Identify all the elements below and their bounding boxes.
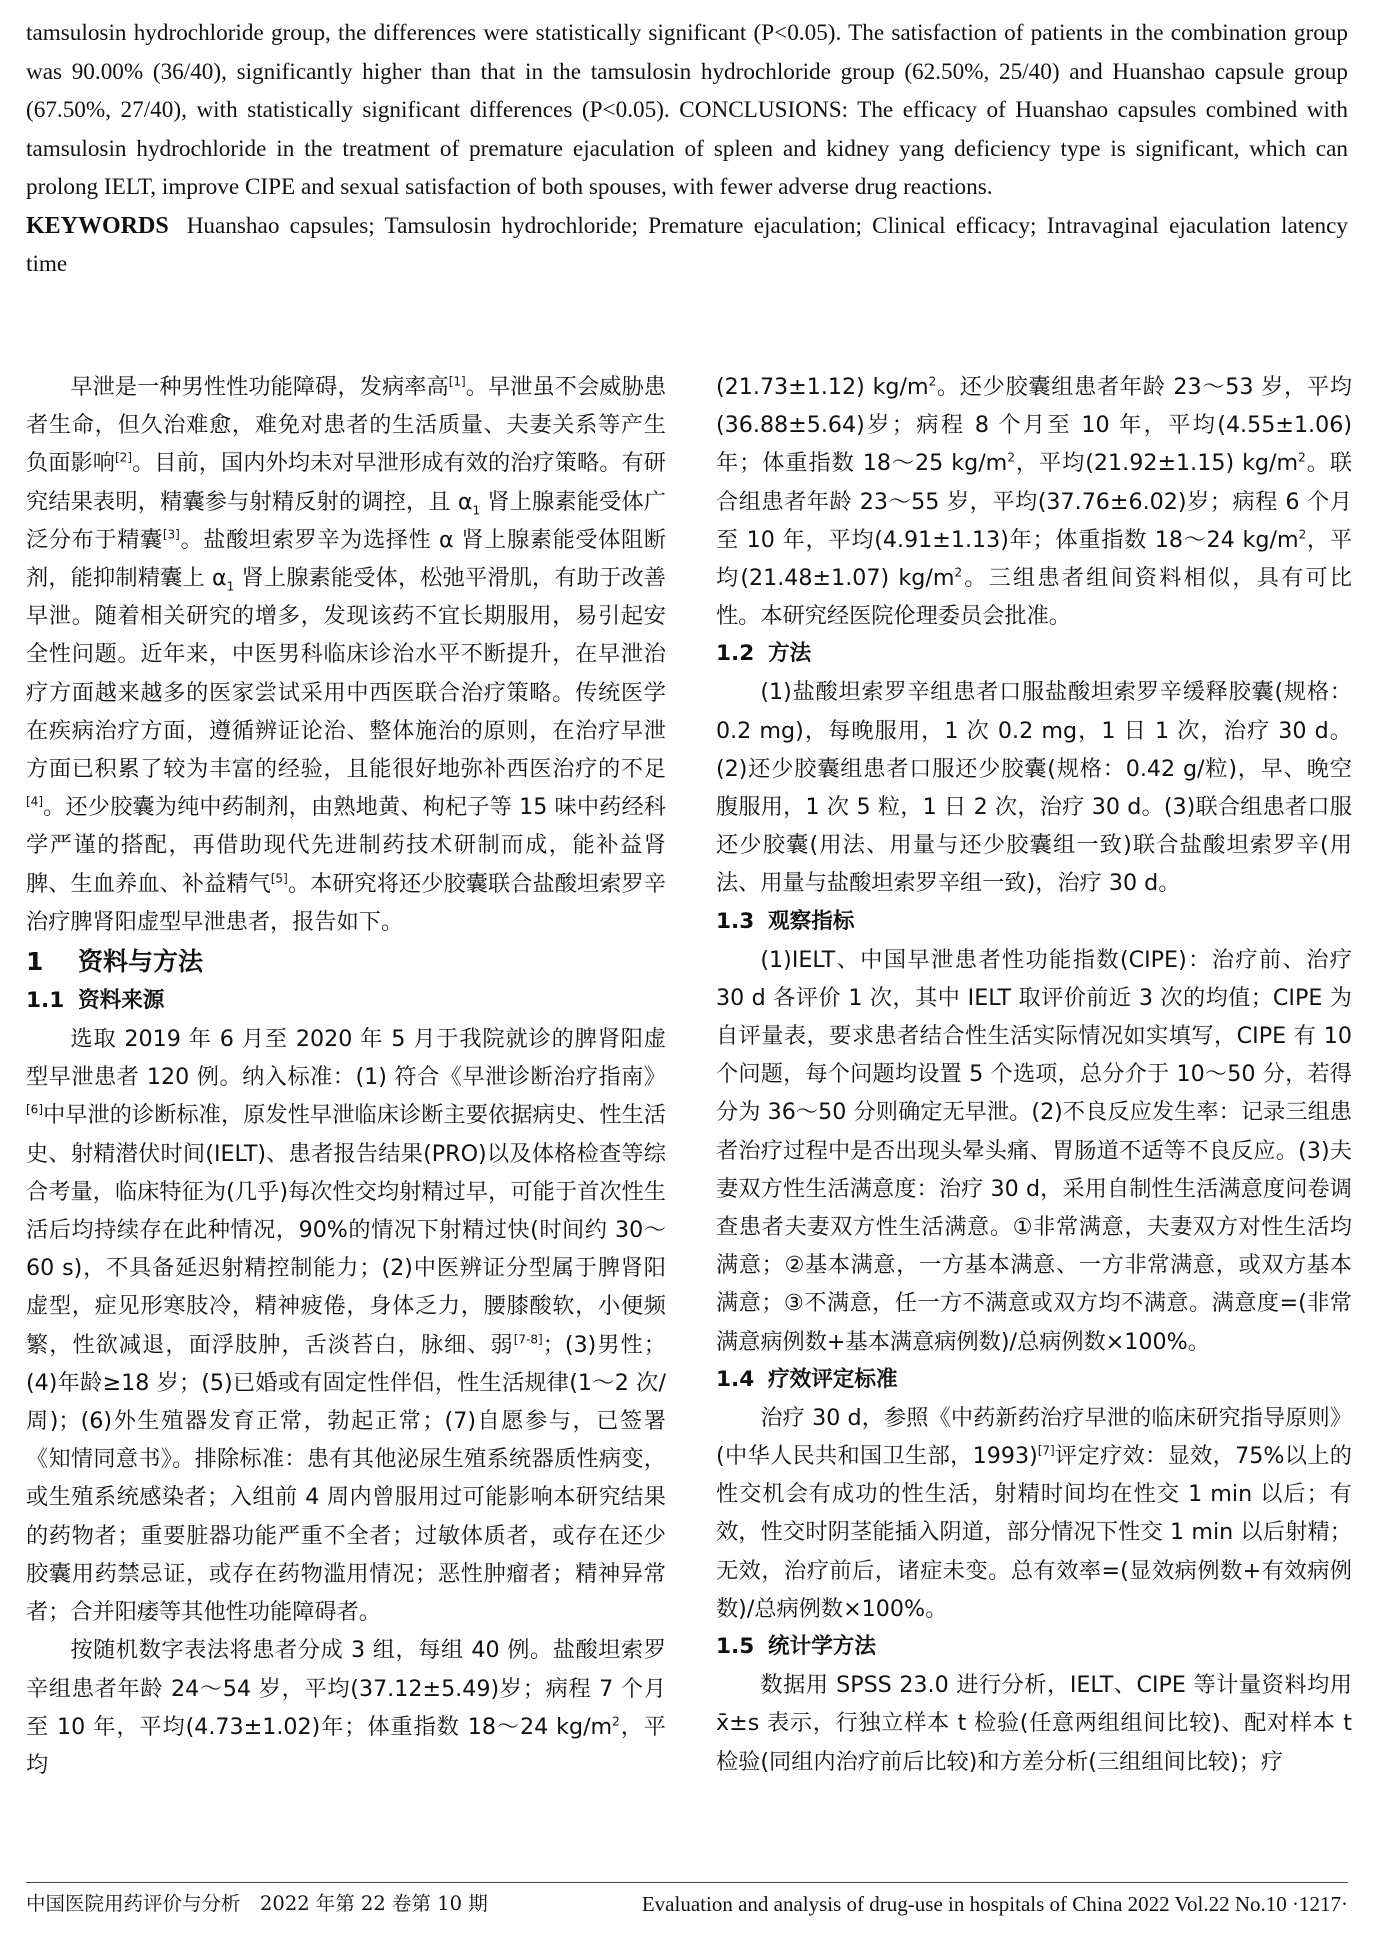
section-heading-1-4: 1.4 疗效评定标准	[716, 1366, 898, 1392]
citation: [3]	[162, 527, 180, 542]
statistics-paragraph: 数据用 SPSS 23.0 进行分析，IELT、CIPE 等计量资料均用 x̄±s 表示，行独立样本 t 检验(任意两组组间比较)、配对样本 t 检验(同组内治疗前后比较)和方差分析(三组组间比较)；疗	[716, 1672, 1352, 1775]
section-heading-1-1: 1.1 资料来源	[26, 988, 165, 1014]
citation: [7]	[1037, 1443, 1055, 1458]
section-heading-1-2: 1.2 方法	[716, 641, 812, 667]
keywords-label: KEYWORDS	[26, 212, 169, 239]
section-heading-1-3: 1.3 观察指标	[716, 908, 855, 934]
footer-journal-chinese: 中国医院用药评价与分析 2022 年第 22 卷第 10 期	[26, 1892, 488, 1915]
right-column	[716, 368, 1352, 1781]
grouping-paragraph-continued: (21.73±1.12) $kg/m^2$。还少胶囊组患者年龄 23～53 岁，平均(36.88±5.64)岁；病程 8 个月至 10 年，平均(4.55±1.06)年；体重指数 18～25 $kg/m^2$，平均(21.92±1.15) $kg/m^2$。联合组患者年龄 23～55 岁，平均(37.76±6.02)岁；病程 6 个月至 10 年，平均(4.91±1.13)年；体重指数 18～24 $kg/m^2$，平均(21.48±1.07) $kg/m^2$。三组患者组间资料相似，具有可比性。本研究经医院伦理委员会批准。	[716, 374, 1353, 630]
citation: [1]	[448, 374, 466, 389]
keywords-text: Huanshao capsules; Tamsulosin hydrochloride; Premature ejaculation; Clinical efficacy; Intravaginal ejaculation latency time	[26, 212, 1348, 277]
citation: [4]	[26, 794, 43, 809]
footer-rule	[26, 1882, 1348, 1883]
left-column	[26, 368, 666, 1784]
methods-paragraph: (1)盐酸坦索罗辛组患者口服盐酸坦索罗辛缓释胶囊(规格：0.2 mg)，每晚服用，1 次 0.2 mg，1 日 1 次，治疗 30 d。(2)还少胶囊组患者口服还少胶囊(规格：0.42 g/粒)，早、晚空腹服用，1 次 5 粒，1 日 2 次，治疗 30 d。(3)联合组患者口服还少胶囊(用法、用量与还少胶囊组一致)联合盐酸坦索罗辛(用法、用量与盐酸坦索罗辛组一致)，治疗 30 d。	[716, 679, 1352, 897]
abstract-text: tamsulosin hydrochloride group, the differences were statistically significant (P<0.05). The satisfaction of patients in the combination group was 90.00% (36/40), significantly higher than that in the tamsulosin hydrochloride group (62.50%, 25/40) and Huanshao capsule group (67.50%, 27/40), with statistically significant differences (P<0.05). CONCLUSIONS: The efficacy of Huanshao capsules combined with tamsulosin hydrochloride in the treatment of premature ejaculation of spleen and kidney yang deficiency type is significant, which can prolong IELT, improve CIPE and sexual satisfaction of both spouses, with fewer adverse drug reactions.	[26, 20, 1348, 200]
section-heading-1: 1 资料与方法	[26, 947, 204, 977]
keywords-line	[26, 207, 1348, 284]
intro-paragraph: 早泄是一种男性性功能障碍，发病率高[1]。早泄虽不会威胁患者生命，但久治难愈，难免对患者的生活质量、夫妻关系等产生负面影响[2]。目前，国内外均未对早泄形成有效的治疗策略。有研究结果表明，精囊参与射精反射的调控，且 $\alpha_1$ 肾上腺素能受体广泛分布于精囊[3]。盐酸坦索罗辛为选择性 α 肾上腺素能受体阻断剂，能抑制精囊上 $\alpha_1$ 肾上腺素能受体，松弛平滑肌，有助于改善早泄。随着相关研究的增多，发现该药不宜长期服用，易引起安全性问题。近年来，中医男科临床诊治水平不断提升，在早泄治疗方面越来越多的医家尝试采用中西医联合治疗策略。传统医学在疾病治疗方面，遵循辨证论治、整体施治的原则，在治疗早泄方面已积累了较为丰富的经验，且能很好地弥补西医治疗的不足[4]。还少胶囊为纯中药制剂，由熟地黄、枸杞子等 15 味中药经科学严谨的搭配，再借助现代先进制药技术研制而成，能补益肾脾、生血养血、补益精气[5]。本研究将还少胶囊联合盐酸坦索罗辛治疗脾肾阳虚型早泄患者，报告如下。	[26, 374, 667, 935]
page-footer	[26, 1888, 1348, 1920]
english-abstract	[26, 14, 1348, 284]
section-heading-1-5: 1.5 统计学方法	[716, 1634, 876, 1660]
inclusion-criteria-paragraph: 选取 2019 年 6 月至 2020 年 5 月于我院就诊的脾肾阳虚型早泄患者 120 例。纳入标准：(1) 符合《早泄诊断治疗指南》[6]中早泄的诊断标准，原发性早泄临床诊断主要依据病史、性生活史、射精潜伏时间(IELT)、患者报告结果(PRO)以及体格检查等综合考量，临床特征为(几乎)每次性交均射精过早，可能于首次性生活后均持续存在此种情况，90%的情况下射精过快(时间约 30～60 s)，不具备延迟射精控制能力；(2)中医辨证分型属于脾肾阳虚型，症见形寒肢冷，精神疲倦，身体乏力，腰膝酸软，小便频繁，性欲减退，面浮肢肿，舌淡苔白，脉细、弱[7-8]；(3)男性；(4)年龄≥18 岁；(5)已婚或有固定性伴侣，性生活规律(1～2 次/周)；(6)外生殖器发育正常，勃起正常；(7)自愿参与，已签署《知情同意书》。排除标准：患有其他泌尿生殖系统器质性病变，或生殖系统感染者；入组前 4 周内曾服用过可能影响本研究结果的药物者；重要脏器功能严重不全者；过敏体质者，或存在还少胶囊用药禁忌证，或存在药物滥用情况；恶性肿瘤者；精神异常者；合并阳痿等其他性功能障碍者。	[26, 1026, 666, 1626]
indicators-paragraph: (1)IELT、中国早泄患者性功能指数(CIPE)：治疗前、治疗 30 d 各评价 1 次，其中 IELT 取评价前近 3 次的均值；CIPE 为自评量表，要求患者结合性生活实际情况如实填写，CIPE 有 10 个问题，每个问题均设置 5 个选项，总分介于 10～50 分，若得分为 36～50 分则确定无早泄。(2)不良反应发生率：记录三组患者治疗过程中是否出现头晕头痛、胃肠道不适等不良反应。(3)夫妻双方性生活满意度：治疗 30 d，采用自制性生活满意度问卷调查患者夫妻双方性生活满意。①非常满意，夫妻双方对性生活均满意；②基本满意，一方基本满意、一方非常满意，或双方基本满意；③不满意，任一方不满意或双方均不满意。满意度=(非常满意病例数+基本满意病例数)/总病例数×100%。	[716, 946, 1352, 1355]
citation: [2]	[115, 451, 132, 466]
citation: [7-8]	[513, 1332, 543, 1347]
grouping-paragraph: 按随机数字表法将患者分成 3 组，每组 40 例。盐酸坦索罗辛组患者年龄 24～54 岁，平均(37.12±5.49)岁；病程 7 个月至 10 年，平均(4.73±1.02)年；体重指数 18～24 $kg/m^2$，平均	[26, 1637, 666, 1778]
efficacy-criteria-paragraph: 治疗 30 d，参照《中药新药治疗早泄的临床研究指导原则》(中华人民共和国卫生部，1993)[7]评定疗效：显效，75%以上的性交机会有成功的性生活，射精时间均在性交 1 min 以后；有效，性交时阴茎能插入阴道，部分情况下性交 1 min 以后射精；无效，治疗前后，诸症未变。总有效率=(显效病例数+有效病例数)/总病例数×100%。	[716, 1404, 1352, 1622]
citation: [6]	[26, 1103, 43, 1118]
citation: [5]	[270, 871, 288, 886]
footer-journal-english: Evaluation and analysis of drug-use in hospitals of China 2022 Vol.22 No.10 ·1217·	[641, 1892, 1348, 1916]
